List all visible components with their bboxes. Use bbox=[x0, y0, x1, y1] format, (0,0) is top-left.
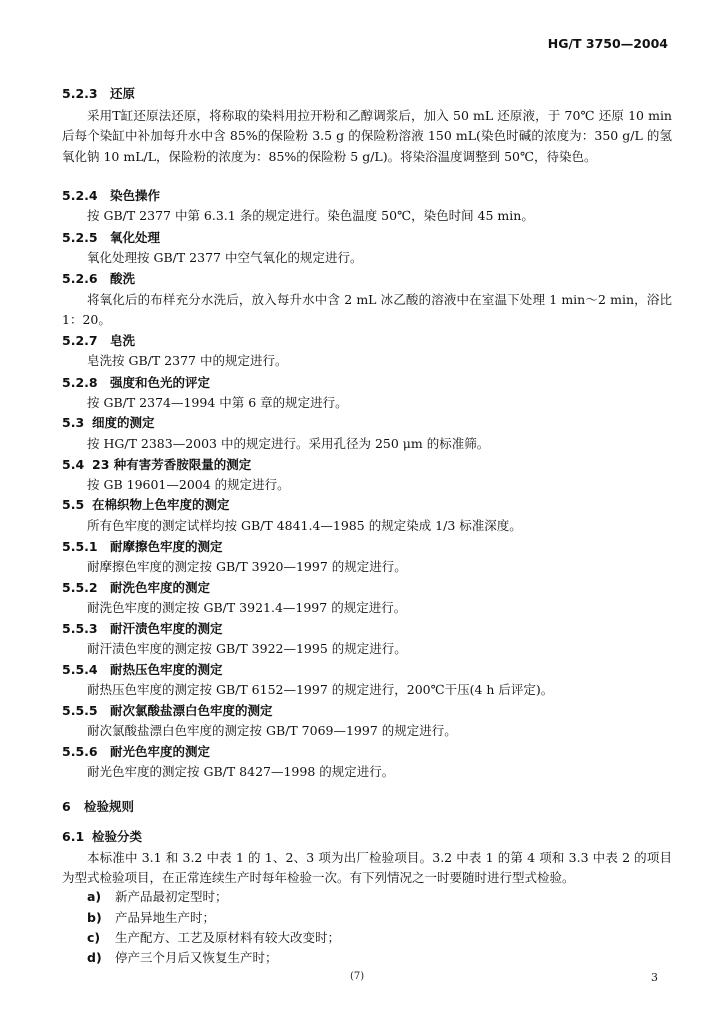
section-title: 耐光色牢度的测定 bbox=[110, 744, 211, 759]
section-heading bbox=[62, 415, 155, 431]
section-heading bbox=[62, 333, 135, 349]
list-label: b) bbox=[87, 910, 102, 925]
section-title: 染色操作 bbox=[110, 188, 161, 203]
footer-page-number: 3 bbox=[651, 971, 658, 984]
footer-inner-page-number: (7) bbox=[350, 971, 365, 982]
section-paragraph: 耐洗色牢度的测定按 GB/T 3921.4—1997 的规定进行。 bbox=[87, 600, 407, 615]
section-number: 5.2.4 bbox=[62, 188, 98, 203]
section-paragraph: 耐汗渍色牢度的测定按 GB/T 3922—1995 的规定进行。 bbox=[87, 641, 407, 656]
list-item bbox=[87, 930, 340, 946]
section-heading bbox=[62, 188, 160, 204]
section-paragraph: 采用T缸还原法还原，将称取的染料用拉开粉和乙醇调浆后，加入 50 mL 还原液，于 70℃ 还原 10 min后每个染缸中补加每升水中含 85%的保险粉 3.5 g 的保险粉溶液 150 mL(染色时碱的浓度为：350 g/L 的氢氧化钠 10 mL/L，保险粉的浓度为：85%的保险粉 5 g/L)。将染浴温度调整到 50℃，待染色。 bbox=[62, 108, 672, 164]
list-text: 生产配方、工艺及原材料有较大改变时； bbox=[115, 930, 341, 945]
list-item bbox=[87, 910, 215, 926]
section-title: 皂洗 bbox=[110, 333, 136, 348]
section-paragraph: 按 HG/T 2383—2003 中的规定进行。采用孔径为 250 μm 的标准筛。 bbox=[87, 436, 490, 451]
section-paragraph: 皂洗按 GB/T 2377 中的规定进行。 bbox=[87, 353, 288, 368]
standard-code-header: HG/T 3750—2004 bbox=[547, 36, 668, 51]
section-number: 5.5.6 bbox=[62, 744, 98, 759]
section-paragraph: 本标准中 3.1 和 3.2 中表 1 的 1、2、3 项为出厂检验项目。3.2 中表 1 的第 4 项和 3.3 中表 2 的项目为型式检验项目，在正常连续生产时每年检验一次。有下列情况之一时要随时进行型式检验。 bbox=[62, 850, 672, 886]
section-heading bbox=[62, 539, 223, 555]
section-heading bbox=[62, 744, 210, 760]
section-number: 5.2.5 bbox=[62, 230, 98, 245]
section-heading bbox=[62, 621, 223, 637]
section-heading bbox=[62, 375, 210, 391]
section-paragraph: 按 GB/T 2374—1994 中第 6 章的规定进行。 bbox=[87, 395, 348, 410]
section-title: 细度的测定 bbox=[92, 415, 155, 430]
section-number: 5.2.7 bbox=[62, 333, 98, 348]
section-paragraph: 将氧化后的布样充分水洗后，放入每升水中含 2 mL 冰乙酸的溶液中在室温下处理 1 min～2 min，浴比 1：20。 bbox=[62, 292, 672, 328]
section-title: 23 种有害芳香胺限量的测定 bbox=[92, 457, 252, 472]
section-paragraph: 耐次氯酸盐漂白色牢度的测定按 GB/T 7069—1997 的规定进行。 bbox=[87, 723, 457, 738]
section-title: 酸洗 bbox=[110, 271, 136, 286]
list-item bbox=[87, 950, 278, 966]
section-title: 耐次氯酸盐漂白色牢度的测定 bbox=[110, 703, 273, 718]
section-heading bbox=[62, 580, 210, 596]
section-title: 耐热压色牢度的测定 bbox=[110, 662, 223, 677]
section-paragraph: 耐热压色牢度的测定按 GB/T 6152—1997 的规定进行，200℃干压(4 h 后评定)。 bbox=[87, 682, 554, 697]
section-number: 5.5.2 bbox=[62, 580, 98, 595]
list-label: d) bbox=[87, 950, 102, 965]
section-paragraph: 按 GB 19601—2004 的规定进行。 bbox=[87, 477, 290, 492]
section-paragraph: 按 GB/T 2377 中第 6.3.1 条的规定进行。染色温度 50℃，染色时间 45 min。 bbox=[87, 208, 534, 223]
list-label: c) bbox=[87, 930, 101, 945]
section-number: 5.5 bbox=[62, 497, 85, 512]
section-heading bbox=[62, 457, 251, 473]
section-heading bbox=[62, 662, 223, 678]
section-title: 耐洗色牢度的测定 bbox=[110, 580, 211, 595]
section-title: 强度和色光的评定 bbox=[110, 375, 211, 390]
section-heading bbox=[62, 829, 142, 845]
list-text: 停产三个月后又恢复生产时； bbox=[115, 950, 278, 965]
section-paragraph: 耐光色牢度的测定按 GB/T 8427—1998 的规定进行。 bbox=[87, 764, 395, 779]
section-heading bbox=[62, 230, 160, 246]
section-number: 5.3 bbox=[62, 415, 85, 430]
section-heading bbox=[62, 703, 273, 719]
chapter-heading bbox=[62, 799, 134, 815]
section-number: 5.5.3 bbox=[62, 621, 98, 636]
section-number: 5.5.5 bbox=[62, 703, 98, 718]
list-text: 产品异地生产时； bbox=[115, 910, 216, 925]
section-number: 5.4 bbox=[62, 457, 85, 472]
section-paragraph: 耐摩擦色牢度的测定按 GB/T 3920—1997 的规定进行。 bbox=[87, 559, 407, 574]
section-paragraph: 氧化处理按 GB/T 2377 中空气氧化的规定进行。 bbox=[87, 250, 363, 265]
section-title: 检验分类 bbox=[92, 829, 143, 844]
section-title: 耐摩擦色牢度的测定 bbox=[110, 539, 223, 554]
section-number: 5.5.4 bbox=[62, 662, 98, 677]
chapter-number: 6 bbox=[62, 799, 71, 814]
section-title: 还原 bbox=[110, 86, 136, 101]
section-number: 5.2.8 bbox=[62, 375, 98, 390]
section-heading bbox=[62, 271, 135, 287]
list-item bbox=[87, 889, 228, 905]
section-number: 5.2.3 bbox=[62, 86, 98, 101]
section-number: 6.1 bbox=[62, 829, 85, 844]
section-title: 在棉织物上色牢度的测定 bbox=[92, 497, 230, 512]
section-paragraph: 所有色牢度的测定试样均按 GB/T 4841.4—1985 的规定染成 1/3 标准深度。 bbox=[87, 518, 522, 533]
section-number: 5.2.6 bbox=[62, 271, 98, 286]
section-title: 耐汗渍色牢度的测定 bbox=[110, 621, 223, 636]
section-heading bbox=[62, 497, 230, 513]
section-number: 5.5.1 bbox=[62, 539, 98, 554]
section-heading bbox=[62, 86, 135, 102]
list-text: 新产品最初定型时； bbox=[115, 889, 228, 904]
chapter-title: 检验规则 bbox=[84, 799, 135, 814]
list-label: a) bbox=[87, 889, 102, 904]
section-title: 氧化处理 bbox=[110, 230, 161, 245]
